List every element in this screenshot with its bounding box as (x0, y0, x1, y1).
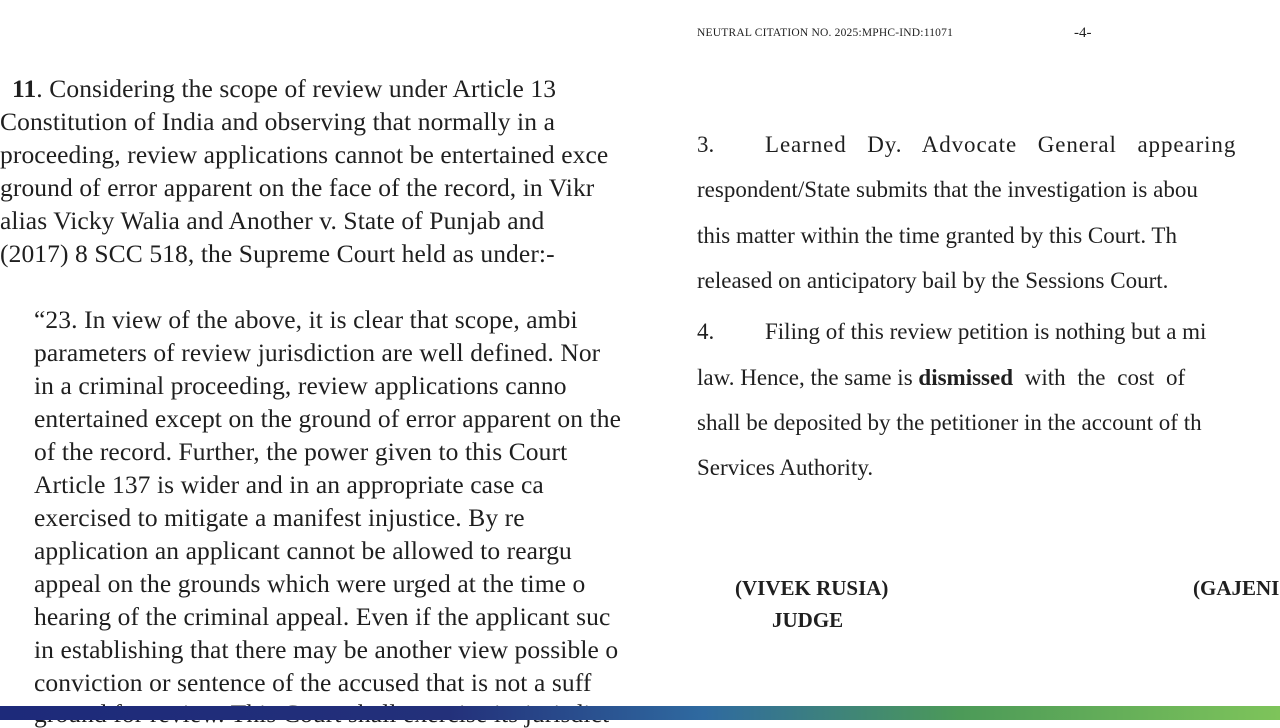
paragraph-4-line: Services Authority. (697, 455, 874, 480)
signature-left-title: JUDGE (772, 608, 844, 632)
bottom-gradient-bar (0, 706, 1280, 720)
paragraph-3-first-line: Learned Dy. Advocate General appearing (765, 132, 1237, 157)
paragraph-4-number: 4. (697, 319, 715, 344)
paragraph-11-line: alias Vicky Walia and Another v. State of Punjab and (0, 206, 545, 235)
page-number: -4- (1074, 25, 1092, 41)
neutral-citation: NEUTRAL CITATION NO. 2025:MPHC-IND:11071 (697, 27, 954, 39)
quote-line: appeal on the grounds which were urged at the time o (34, 569, 586, 598)
paragraph-number: 11 (12, 74, 37, 103)
paragraph-4-line-2: law. Hence, the same is dismissed with the cost of (697, 365, 1186, 390)
signature-left-name: (VIVEK RUSIA) (735, 576, 889, 600)
quote-line: application an applicant cannot be allowed to reargu (34, 536, 572, 565)
quote-line: of the record. Further, the power given to this Court (34, 437, 568, 466)
quote-line: Article 137 is wider and in an appropriate case ca (34, 470, 544, 499)
quote-line: in establishing that there may be another view possible o (34, 635, 619, 664)
paragraph-3-line: this matter within the time granted by this Court. Th (697, 223, 1177, 248)
paragraph-11-line-1: 11. Considering the scope of review under Article 13 (12, 74, 557, 103)
paragraph-3-line: released on anticipatory bail by the Sessions Court. (697, 268, 1169, 293)
quote-line: entertained except on the ground of error apparent on the (34, 404, 621, 433)
quote-line: in a criminal proceeding, review applications canno (34, 371, 567, 400)
dismissed-emphasis: dismissed (918, 365, 1013, 390)
paragraph-3-line: respondent/State submits that the investigation is abou (697, 177, 1198, 202)
paragraph-11-line: proceeding, review applications cannot be entertained exce (0, 140, 609, 169)
right-page-excerpt (676, 0, 1280, 706)
paragraph-11-line: Constitution of India and observing that normally in a (0, 107, 555, 136)
paragraph-4-line: shall be deposited by the petitioner in the account of th (697, 410, 1202, 435)
signature-right-name: (GAJENI (1193, 576, 1280, 600)
paragraph-11-line: ground of error apparent on the face of the record, in Vikr (0, 173, 595, 202)
paragraph-3-number: 3. (697, 132, 715, 157)
quote-line: hearing of the criminal appeal. Even if the applicant suc (34, 602, 611, 631)
paragraph-4-first-line: Filing of this review petition is nothing but a mi (765, 319, 1207, 344)
paragraph-11-line: (2017) 8 SCC 518, the Supreme Court held as under:- (0, 239, 555, 268)
quote-line: conviction or sentence of the accused that is not a suff (34, 668, 592, 697)
quote-line: “23. In view of the above, it is clear that scope, ambi (34, 305, 578, 334)
quote-line: exercised to mitigate a manifest injustice. By re (34, 503, 525, 532)
quote-line: parameters of review jurisdiction are well defined. Nor (34, 338, 601, 367)
